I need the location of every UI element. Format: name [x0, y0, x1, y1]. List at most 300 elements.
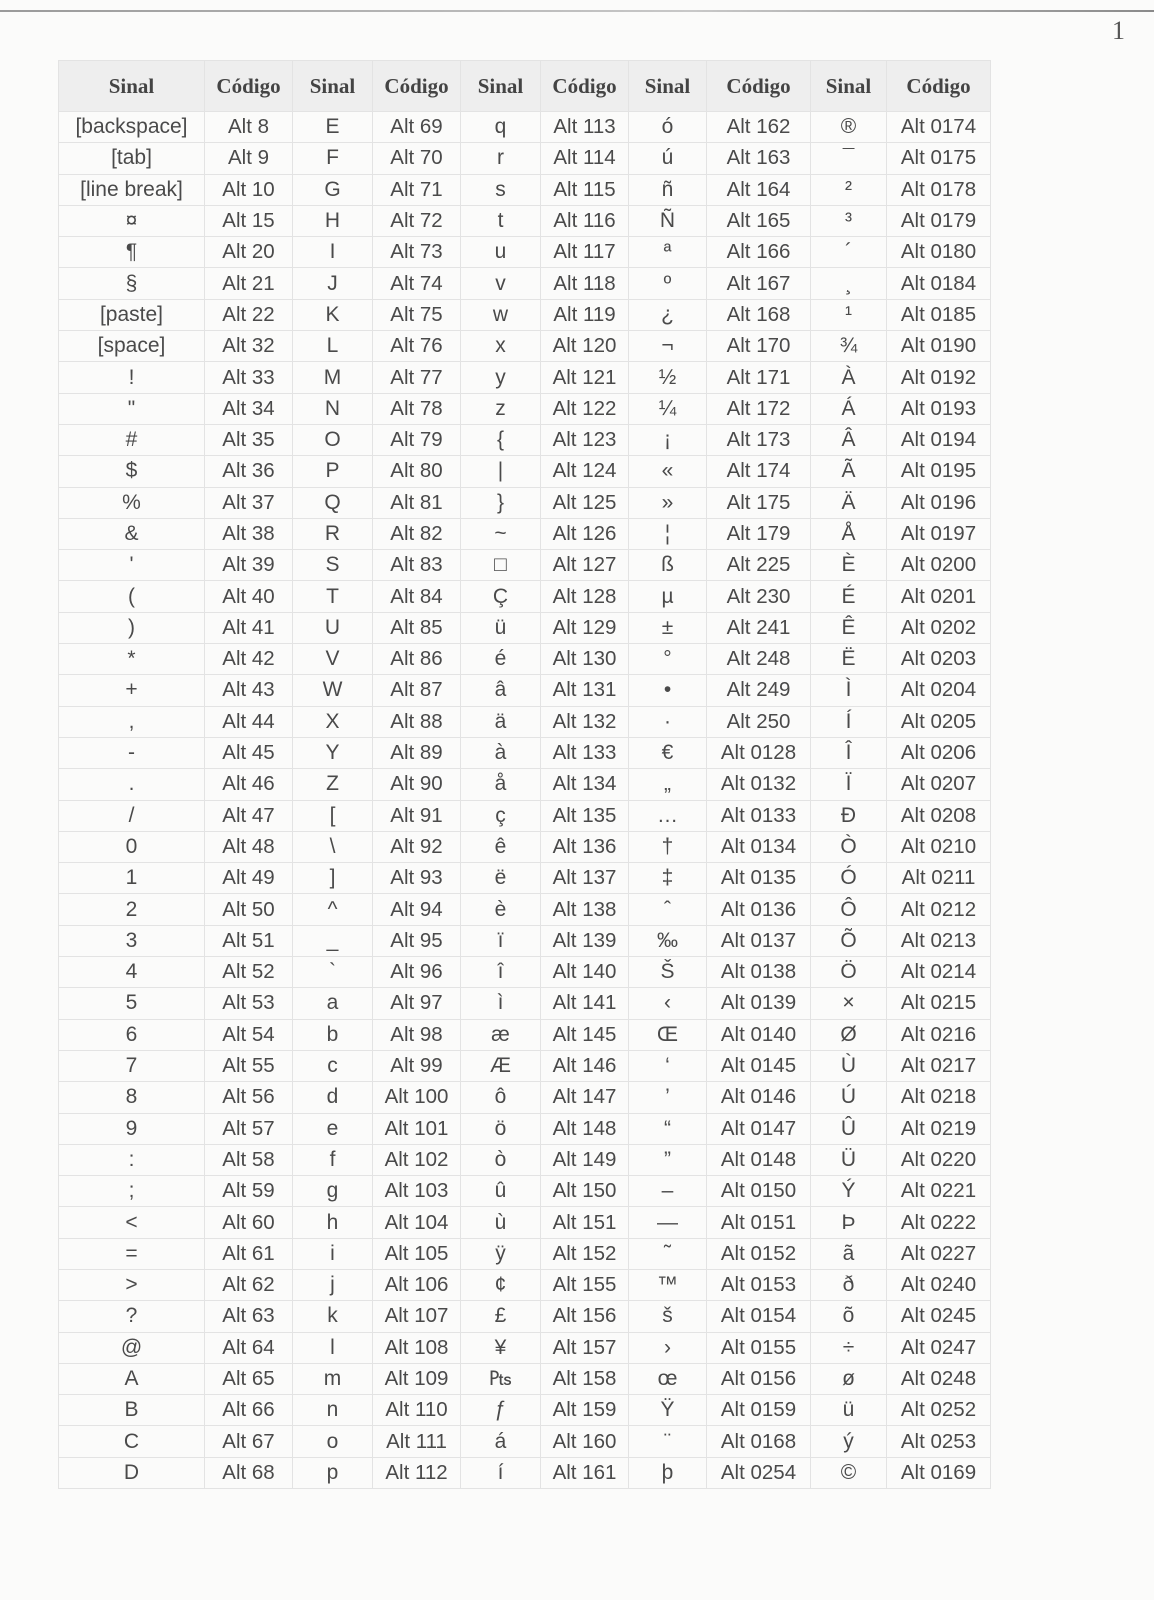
- symbol-cell: Ü: [811, 1144, 887, 1175]
- symbol-cell: ¶: [59, 237, 205, 268]
- code-cell: Alt 165: [707, 205, 811, 236]
- symbol-cell: ñ: [629, 174, 707, 205]
- symbol-cell: Ì: [811, 675, 887, 706]
- code-cell: Alt 70: [373, 143, 461, 174]
- symbol-cell: þ: [629, 1457, 707, 1488]
- code-cell: Alt 85: [373, 612, 461, 643]
- symbol-cell: y: [461, 362, 541, 393]
- code-cell: Alt 145: [541, 1019, 629, 1050]
- code-cell: Alt 0152: [707, 1238, 811, 1269]
- symbol-cell: ‰: [629, 925, 707, 956]
- symbol-cell: ª: [629, 237, 707, 268]
- code-cell: Alt 249: [707, 675, 811, 706]
- symbol-cell: ò: [461, 1144, 541, 1175]
- code-cell: Alt 22: [205, 299, 293, 330]
- code-cell: Alt 156: [541, 1301, 629, 1332]
- symbol-cell: ¥: [461, 1332, 541, 1363]
- symbol-cell: ù: [461, 1207, 541, 1238]
- symbol-cell: Ê: [811, 612, 887, 643]
- code-cell: Alt 56: [205, 1082, 293, 1113]
- symbol-cell: û: [461, 1176, 541, 1207]
- symbol-cell: è: [461, 894, 541, 925]
- symbol-cell: e: [293, 1113, 373, 1144]
- symbol-cell: &: [59, 518, 205, 549]
- symbol-cell: j: [293, 1269, 373, 1300]
- symbol-cell: a: [293, 988, 373, 1019]
- symbol-cell: 6: [59, 1019, 205, 1050]
- symbol-cell: æ: [461, 1019, 541, 1050]
- code-cell: Alt 102: [373, 1144, 461, 1175]
- symbol-cell: ö: [461, 1113, 541, 1144]
- symbol-cell: -: [59, 737, 205, 768]
- symbol-cell: “: [629, 1113, 707, 1144]
- symbol-cell: Y: [293, 737, 373, 768]
- code-cell: Alt 0132: [707, 769, 811, 800]
- table-body: [59, 112, 991, 1489]
- symbol-cell: ^: [293, 894, 373, 925]
- code-cell: Alt 0184: [887, 268, 991, 299]
- code-cell: Alt 0140: [707, 1019, 811, 1050]
- symbol-cell: 5: [59, 988, 205, 1019]
- code-cell: Alt 100: [373, 1082, 461, 1113]
- table-row: [59, 1176, 991, 1207]
- symbol-cell: é: [461, 644, 541, 675]
- symbol-cell: k: [293, 1301, 373, 1332]
- symbol-cell: ±: [629, 612, 707, 643]
- symbol-cell: Š: [629, 957, 707, 988]
- code-cell: Alt 160: [541, 1426, 629, 1457]
- code-cell: Alt 10: [205, 174, 293, 205]
- code-cell: Alt 52: [205, 957, 293, 988]
- code-cell: Alt 0156: [707, 1363, 811, 1394]
- symbol-cell: å: [461, 769, 541, 800]
- symbol-cell: K: [293, 299, 373, 330]
- code-cell: Alt 73: [373, 237, 461, 268]
- symbol-cell: R: [293, 518, 373, 549]
- code-cell: Alt 0216: [887, 1019, 991, 1050]
- code-cell: Alt 87: [373, 675, 461, 706]
- table-row: [59, 393, 991, 424]
- symbol-cell: G: [293, 174, 373, 205]
- symbol-cell: º: [629, 268, 707, 299]
- symbol-cell: ': [59, 550, 205, 581]
- code-cell: Alt 171: [707, 362, 811, 393]
- code-cell: Alt 0240: [887, 1269, 991, 1300]
- symbol-cell: ‹: [629, 988, 707, 1019]
- symbol-cell: n: [293, 1395, 373, 1426]
- symbol-cell: ·: [629, 706, 707, 737]
- code-cell: Alt 131: [541, 675, 629, 706]
- symbol-cell: ô: [461, 1082, 541, 1113]
- symbol-cell: £: [461, 1301, 541, 1332]
- symbol-cell: ‡: [629, 863, 707, 894]
- symbol-cell: Õ: [811, 925, 887, 956]
- code-cell: Alt 0169: [887, 1457, 991, 1488]
- code-cell: Alt 35: [205, 424, 293, 455]
- table-row: [59, 331, 991, 362]
- code-cell: Alt 47: [205, 800, 293, 831]
- symbol-cell: œ: [629, 1363, 707, 1394]
- table-row: [59, 800, 991, 831]
- symbol-cell: Ý: [811, 1176, 887, 1207]
- code-cell: Alt 106: [373, 1269, 461, 1300]
- code-cell: Alt 67: [205, 1426, 293, 1457]
- symbol-cell: ÷: [811, 1332, 887, 1363]
- code-cell: Alt 0204: [887, 675, 991, 706]
- code-cell: Alt 0211: [887, 863, 991, 894]
- symbol-cell: Î: [811, 737, 887, 768]
- table-row: [59, 1363, 991, 1394]
- code-cell: Alt 68: [205, 1457, 293, 1488]
- code-cell: Alt 248: [707, 644, 811, 675]
- code-cell: Alt 41: [205, 612, 293, 643]
- code-cell: Alt 61: [205, 1238, 293, 1269]
- table-row: [59, 769, 991, 800]
- symbol-cell: Z: [293, 769, 373, 800]
- symbol-cell: ×: [811, 988, 887, 1019]
- symbol-cell: Å: [811, 518, 887, 549]
- symbol-cell: ¢: [461, 1269, 541, 1300]
- code-cell: Alt 0139: [707, 988, 811, 1019]
- code-cell: Alt 72: [373, 205, 461, 236]
- code-cell: Alt 117: [541, 237, 629, 268]
- symbol-cell: 1: [59, 863, 205, 894]
- symbol-cell: Û: [811, 1113, 887, 1144]
- code-cell: Alt 71: [373, 174, 461, 205]
- table-row: [59, 1426, 991, 1457]
- table-row: [59, 424, 991, 455]
- symbol-cell: ˜: [629, 1238, 707, 1269]
- symbol-cell: m: [293, 1363, 373, 1394]
- symbol-cell: ´: [811, 237, 887, 268]
- code-cell: Alt 119: [541, 299, 629, 330]
- code-cell: Alt 136: [541, 831, 629, 862]
- code-cell: Alt 0210: [887, 831, 991, 862]
- symbol-cell: â: [461, 675, 541, 706]
- symbol-cell: ¨: [629, 1426, 707, 1457]
- table-row: [59, 988, 991, 1019]
- code-cell: Alt 63: [205, 1301, 293, 1332]
- symbol-cell: L: [293, 331, 373, 362]
- code-cell: Alt 130: [541, 644, 629, 675]
- code-cell: Alt 44: [205, 706, 293, 737]
- code-cell: Alt 78: [373, 393, 461, 424]
- code-cell: Alt 0147: [707, 1113, 811, 1144]
- symbol-cell: :: [59, 1144, 205, 1175]
- symbol-cell: 8: [59, 1082, 205, 1113]
- code-cell: Alt 95: [373, 925, 461, 956]
- symbol-cell: ¼: [629, 393, 707, 424]
- code-cell: Alt 98: [373, 1019, 461, 1050]
- symbol-cell: à: [461, 737, 541, 768]
- symbol-cell: Í: [811, 706, 887, 737]
- code-cell: Alt 174: [707, 456, 811, 487]
- header-sinal: Sinal: [293, 61, 373, 112]
- symbol-cell: t: [461, 205, 541, 236]
- code-cell: Alt 120: [541, 331, 629, 362]
- code-cell: Alt 172: [707, 393, 811, 424]
- symbol-cell: $: [59, 456, 205, 487]
- symbol-cell: ©: [811, 1457, 887, 1488]
- code-cell: Alt 132: [541, 706, 629, 737]
- code-cell: Alt 175: [707, 487, 811, 518]
- code-cell: Alt 0133: [707, 800, 811, 831]
- table-row: [59, 1207, 991, 1238]
- code-cell: Alt 0200: [887, 550, 991, 581]
- symbol-cell: Ð: [811, 800, 887, 831]
- code-cell: Alt 0202: [887, 612, 991, 643]
- code-cell: Alt 250: [707, 706, 811, 737]
- symbol-cell: s: [461, 174, 541, 205]
- code-cell: Alt 0220: [887, 1144, 991, 1175]
- code-cell: Alt 60: [205, 1207, 293, 1238]
- symbol-cell: \: [293, 831, 373, 862]
- code-cell: Alt 0248: [887, 1363, 991, 1394]
- code-cell: Alt 109: [373, 1363, 461, 1394]
- symbol-cell: o: [293, 1426, 373, 1457]
- table-row: [59, 1050, 991, 1081]
- symbol-cell: ß: [629, 550, 707, 581]
- table-row: [59, 863, 991, 894]
- code-cell: Alt 79: [373, 424, 461, 455]
- code-cell: Alt 127: [541, 550, 629, 581]
- symbol-cell: *: [59, 644, 205, 675]
- code-cell: Alt 241: [707, 612, 811, 643]
- table-row: [59, 831, 991, 862]
- symbol-cell: ¸: [811, 268, 887, 299]
- symbol-cell: °: [629, 644, 707, 675]
- table-row: [59, 1113, 991, 1144]
- table-row: [59, 487, 991, 518]
- symbol-cell: ": [59, 393, 205, 424]
- table-row: [59, 737, 991, 768]
- code-cell: Alt 45: [205, 737, 293, 768]
- symbol-cell: @: [59, 1332, 205, 1363]
- code-cell: Alt 0193: [887, 393, 991, 424]
- code-cell: Alt 0190: [887, 331, 991, 362]
- code-cell: Alt 0247: [887, 1332, 991, 1363]
- code-cell: Alt 0221: [887, 1176, 991, 1207]
- table-row: [59, 1238, 991, 1269]
- code-cell: Alt 135: [541, 800, 629, 831]
- symbol-cell: ~: [461, 518, 541, 549]
- code-cell: Alt 141: [541, 988, 629, 1019]
- symbol-cell: f: [293, 1144, 373, 1175]
- code-cell: Alt 107: [373, 1301, 461, 1332]
- code-cell: Alt 32: [205, 331, 293, 362]
- symbol-cell: /: [59, 800, 205, 831]
- code-cell: Alt 57: [205, 1113, 293, 1144]
- code-cell: Alt 129: [541, 612, 629, 643]
- symbol-cell: }: [461, 487, 541, 518]
- code-cell: Alt 162: [707, 112, 811, 143]
- code-cell: Alt 0154: [707, 1301, 811, 1332]
- symbol-cell: B: [59, 1395, 205, 1426]
- symbol-cell: A: [59, 1363, 205, 1394]
- code-cell: Alt 99: [373, 1050, 461, 1081]
- symbol-cell: [backspace]: [59, 112, 205, 143]
- table-row: [59, 112, 991, 143]
- symbol-cell: ,: [59, 706, 205, 737]
- header-codigo: Código: [541, 61, 629, 112]
- code-cell: Alt 133: [541, 737, 629, 768]
- code-cell: Alt 0197: [887, 518, 991, 549]
- symbol-cell: ƒ: [461, 1395, 541, 1426]
- code-cell: Alt 37: [205, 487, 293, 518]
- symbol-cell: h: [293, 1207, 373, 1238]
- code-cell: Alt 54: [205, 1019, 293, 1050]
- code-cell: Alt 149: [541, 1144, 629, 1175]
- code-cell: Alt 0159: [707, 1395, 811, 1426]
- symbol-cell: Ú: [811, 1082, 887, 1113]
- code-cell: Alt 0153: [707, 1269, 811, 1300]
- symbol-cell: ï: [461, 925, 541, 956]
- code-cell: Alt 0150: [707, 1176, 811, 1207]
- symbol-cell: l: [293, 1332, 373, 1363]
- code-cell: Alt 0215: [887, 988, 991, 1019]
- symbol-cell: X: [293, 706, 373, 737]
- symbol-cell: ¯: [811, 143, 887, 174]
- table-row: [59, 612, 991, 643]
- code-cell: Alt 89: [373, 737, 461, 768]
- code-cell: Alt 0135: [707, 863, 811, 894]
- code-cell: Alt 147: [541, 1082, 629, 1113]
- code-cell: Alt 124: [541, 456, 629, 487]
- code-cell: Alt 0138: [707, 957, 811, 988]
- header-sinal: Sinal: [461, 61, 541, 112]
- symbol-cell: ê: [461, 831, 541, 862]
- code-cell: Alt 74: [373, 268, 461, 299]
- code-cell: Alt 114: [541, 143, 629, 174]
- code-cell: Alt 86: [373, 644, 461, 675]
- table-row: [59, 1457, 991, 1488]
- code-cell: Alt 58: [205, 1144, 293, 1175]
- symbol-cell: d: [293, 1082, 373, 1113]
- symbol-cell: □: [461, 550, 541, 581]
- symbol-cell: ™: [629, 1269, 707, 1300]
- alt-code-table: [58, 60, 991, 1489]
- code-cell: Alt 0192: [887, 362, 991, 393]
- code-cell: Alt 84: [373, 581, 461, 612]
- code-cell: Alt 115: [541, 174, 629, 205]
- symbol-cell: ]: [293, 863, 373, 894]
- symbol-cell: [tab]: [59, 143, 205, 174]
- code-cell: Alt 150: [541, 1176, 629, 1207]
- code-cell: Alt 92: [373, 831, 461, 862]
- table-row: [59, 1144, 991, 1175]
- code-cell: Alt 173: [707, 424, 811, 455]
- symbol-cell: [: [293, 800, 373, 831]
- code-cell: Alt 0185: [887, 299, 991, 330]
- symbol-cell: C: [59, 1426, 205, 1457]
- symbol-cell: 9: [59, 1113, 205, 1144]
- code-cell: Alt 146: [541, 1050, 629, 1081]
- symbol-cell: Ñ: [629, 205, 707, 236]
- symbol-cell: Þ: [811, 1207, 887, 1238]
- code-cell: Alt 51: [205, 925, 293, 956]
- symbol-cell: ³: [811, 205, 887, 236]
- code-cell: Alt 77: [373, 362, 461, 393]
- symbol-cell: ˆ: [629, 894, 707, 925]
- code-cell: Alt 108: [373, 1332, 461, 1363]
- code-cell: Alt 76: [373, 331, 461, 362]
- symbol-cell: á: [461, 1426, 541, 1457]
- symbol-cell: «: [629, 456, 707, 487]
- code-cell: Alt 0145: [707, 1050, 811, 1081]
- code-cell: Alt 0218: [887, 1082, 991, 1113]
- code-cell: Alt 103: [373, 1176, 461, 1207]
- table-row: [59, 581, 991, 612]
- code-cell: Alt 148: [541, 1113, 629, 1144]
- code-cell: Alt 38: [205, 518, 293, 549]
- code-cell: Alt 158: [541, 1363, 629, 1394]
- symbol-cell: V: [293, 644, 373, 675]
- symbol-cell: S: [293, 550, 373, 581]
- code-cell: Alt 9: [205, 143, 293, 174]
- code-cell: Alt 0194: [887, 424, 991, 455]
- code-cell: Alt 82: [373, 518, 461, 549]
- symbol-cell: ¹: [811, 299, 887, 330]
- symbol-cell: +: [59, 675, 205, 706]
- code-cell: Alt 170: [707, 331, 811, 362]
- symbol-cell: õ: [811, 1301, 887, 1332]
- symbol-cell: ”: [629, 1144, 707, 1175]
- code-cell: Alt 64: [205, 1332, 293, 1363]
- code-cell: Alt 0213: [887, 925, 991, 956]
- table-row: [59, 205, 991, 236]
- code-cell: Alt 0134: [707, 831, 811, 862]
- symbol-cell: =: [59, 1238, 205, 1269]
- code-cell: Alt 81: [373, 487, 461, 518]
- code-cell: Alt 0219: [887, 1113, 991, 1144]
- symbol-cell: W: [293, 675, 373, 706]
- symbol-cell: î: [461, 957, 541, 988]
- code-cell: Alt 49: [205, 863, 293, 894]
- code-cell: Alt 21: [205, 268, 293, 299]
- code-cell: Alt 0207: [887, 769, 991, 800]
- symbol-cell: <: [59, 1207, 205, 1238]
- code-cell: Alt 0168: [707, 1426, 811, 1457]
- code-cell: Alt 122: [541, 393, 629, 424]
- code-cell: Alt 159: [541, 1395, 629, 1426]
- header-codigo: Código: [887, 61, 991, 112]
- symbol-cell: É: [811, 581, 887, 612]
- table-row: [59, 675, 991, 706]
- code-cell: Alt 0146: [707, 1082, 811, 1113]
- table-row: [59, 1395, 991, 1426]
- code-cell: Alt 155: [541, 1269, 629, 1300]
- symbol-cell: z: [461, 393, 541, 424]
- table-row: [59, 1019, 991, 1050]
- code-cell: Alt 111: [373, 1426, 461, 1457]
- symbol-cell: J: [293, 268, 373, 299]
- symbol-cell: Ò: [811, 831, 887, 862]
- table-row: [59, 174, 991, 205]
- code-cell: Alt 0222: [887, 1207, 991, 1238]
- symbol-cell: ç: [461, 800, 541, 831]
- header-codigo: Código: [707, 61, 811, 112]
- code-cell: Alt 168: [707, 299, 811, 330]
- symbol-cell: Ç: [461, 581, 541, 612]
- symbol-cell: ì: [461, 988, 541, 1019]
- symbol-cell: ;: [59, 1176, 205, 1207]
- code-cell: Alt 116: [541, 205, 629, 236]
- code-cell: Alt 166: [707, 237, 811, 268]
- code-cell: Alt 0180: [887, 237, 991, 268]
- code-cell: Alt 138: [541, 894, 629, 925]
- symbol-cell: ¡: [629, 424, 707, 455]
- symbol-cell: €: [629, 737, 707, 768]
